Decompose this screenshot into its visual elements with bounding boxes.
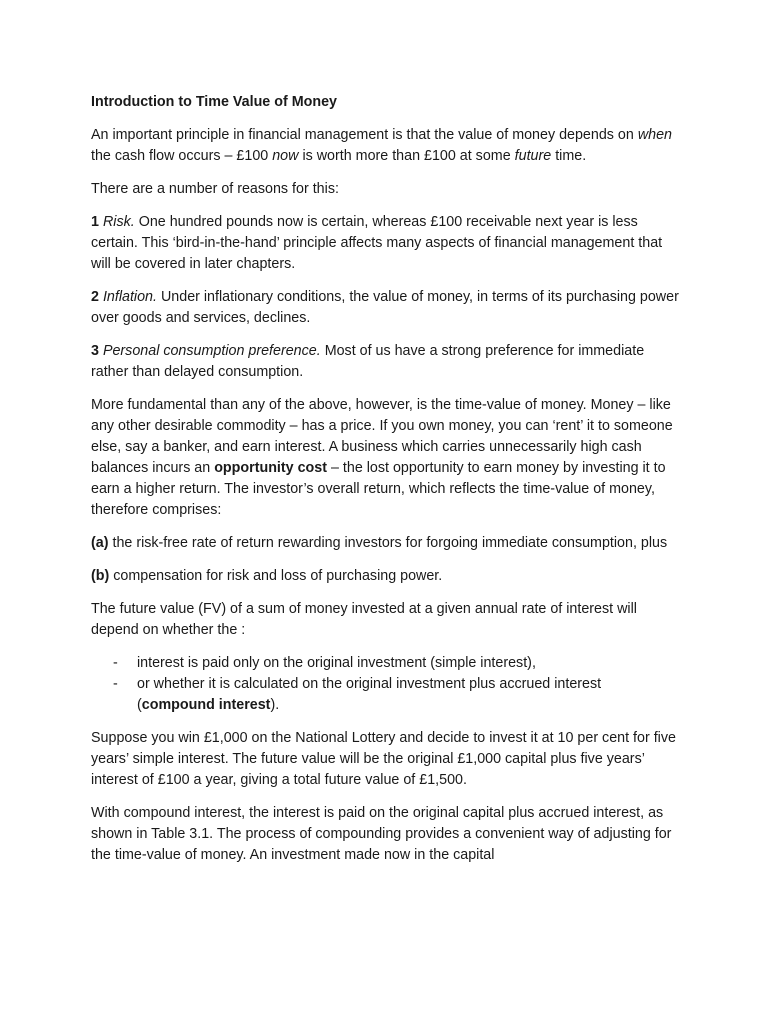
emphasis-future: future (514, 148, 552, 164)
reason-label: Inflation. (102, 289, 157, 305)
dash-bullet: - (113, 655, 118, 671)
item-b (91, 566, 681, 587)
paragraph-time-value (91, 395, 681, 521)
term-compound-interest: compound interest (141, 697, 271, 713)
paragraph-lottery-example: Suppose you win £1,000 on the National Lottery and decide to invest it at 10 per cent for five years’ simple interest. The future value will be the original £1,000 capital plus five years’ interest of £100 a year, giving a total future value of £1,500. (91, 730, 676, 788)
list-item-text: interest is paid only on the original investment (simple interest), (137, 655, 536, 671)
reason-risk (91, 212, 681, 275)
reason-label: Risk. (102, 214, 135, 230)
reason-text: One hundred pounds now is certain, whereas £100 receivable next year is less certain. This ‘bird-in-the-hand’ principle affects many aspects of financial management that will be covered in later chapters. (91, 214, 663, 272)
list-item-text: ). (270, 697, 280, 713)
reason-number: 2 (91, 289, 99, 305)
text-segment: – the lost opportunity to earn money by investing it to earn a higher return. The investor’s overall return, which reflects the time-value of money, therefore comprises: (91, 460, 666, 518)
document-title: Introduction to Time Value of Money (91, 94, 337, 110)
paragraph-future-value: The future value (FV) of a sum of money invested at a given annual rate of interest will depend on whether the : (91, 601, 637, 638)
reason-consumption (91, 341, 681, 383)
reason-inflation (91, 287, 681, 329)
item-label: (b) (91, 568, 110, 584)
reason-label: Personal consumption preference. (102, 343, 321, 359)
text-segment: time. (555, 148, 587, 164)
text-segment: the cash flow occurs – £100 (91, 148, 269, 164)
paragraph-reasons-intro: There are a number of reasons for this: (91, 181, 339, 197)
text-segment: An important principle in financial management is that the value of money depends on (91, 127, 634, 143)
emphasis-now: now (272, 148, 299, 164)
reason-text: Most of us have a strong preference for immediate rather than delayed consumption. (91, 343, 645, 380)
list-item (91, 674, 681, 716)
item-text: the risk-free rate of return rewarding investors for forgoing immediate consumption, plus (112, 535, 668, 551)
item-text: compensation for risk and loss of purchasing power. (113, 568, 443, 584)
list-item (91, 653, 681, 674)
item-a (91, 533, 681, 554)
reason-number: 1 (91, 214, 99, 230)
interest-type-list (91, 653, 681, 716)
dash-bullet: - (113, 676, 118, 692)
term-opportunity-cost: opportunity cost (214, 460, 327, 476)
list-item-text: or whether it is calculated on the original investment plus accrued interest ( (137, 676, 602, 713)
reason-text: Under inflationary conditions, the value of money, in terms of its purchasing power over goods and services, declines. (91, 289, 679, 326)
item-label: (a) (91, 535, 109, 551)
paragraph-principle (91, 125, 681, 167)
reason-number: 3 (91, 343, 99, 359)
paragraph-compound-interest: With compound interest, the interest is paid on the original capital plus accrued interest, as shown in Table 3.1. The process of compounding provides a convenient way of adjusting for the time-value of money. An investment made now in the capital (91, 805, 672, 863)
text-segment: More fundamental than any of the above, however, is the time-value of money. Money – like any other desirable commodity – has a price. If you own money, you can ‘rent’ it to someone else, say a banker, and earn interest. A business which carries unnecessarily high cash balances incurs an (91, 397, 673, 476)
document-page (91, 92, 681, 878)
emphasis-when: when (637, 127, 672, 143)
text-segment: is worth more than £100 at some (302, 148, 511, 164)
